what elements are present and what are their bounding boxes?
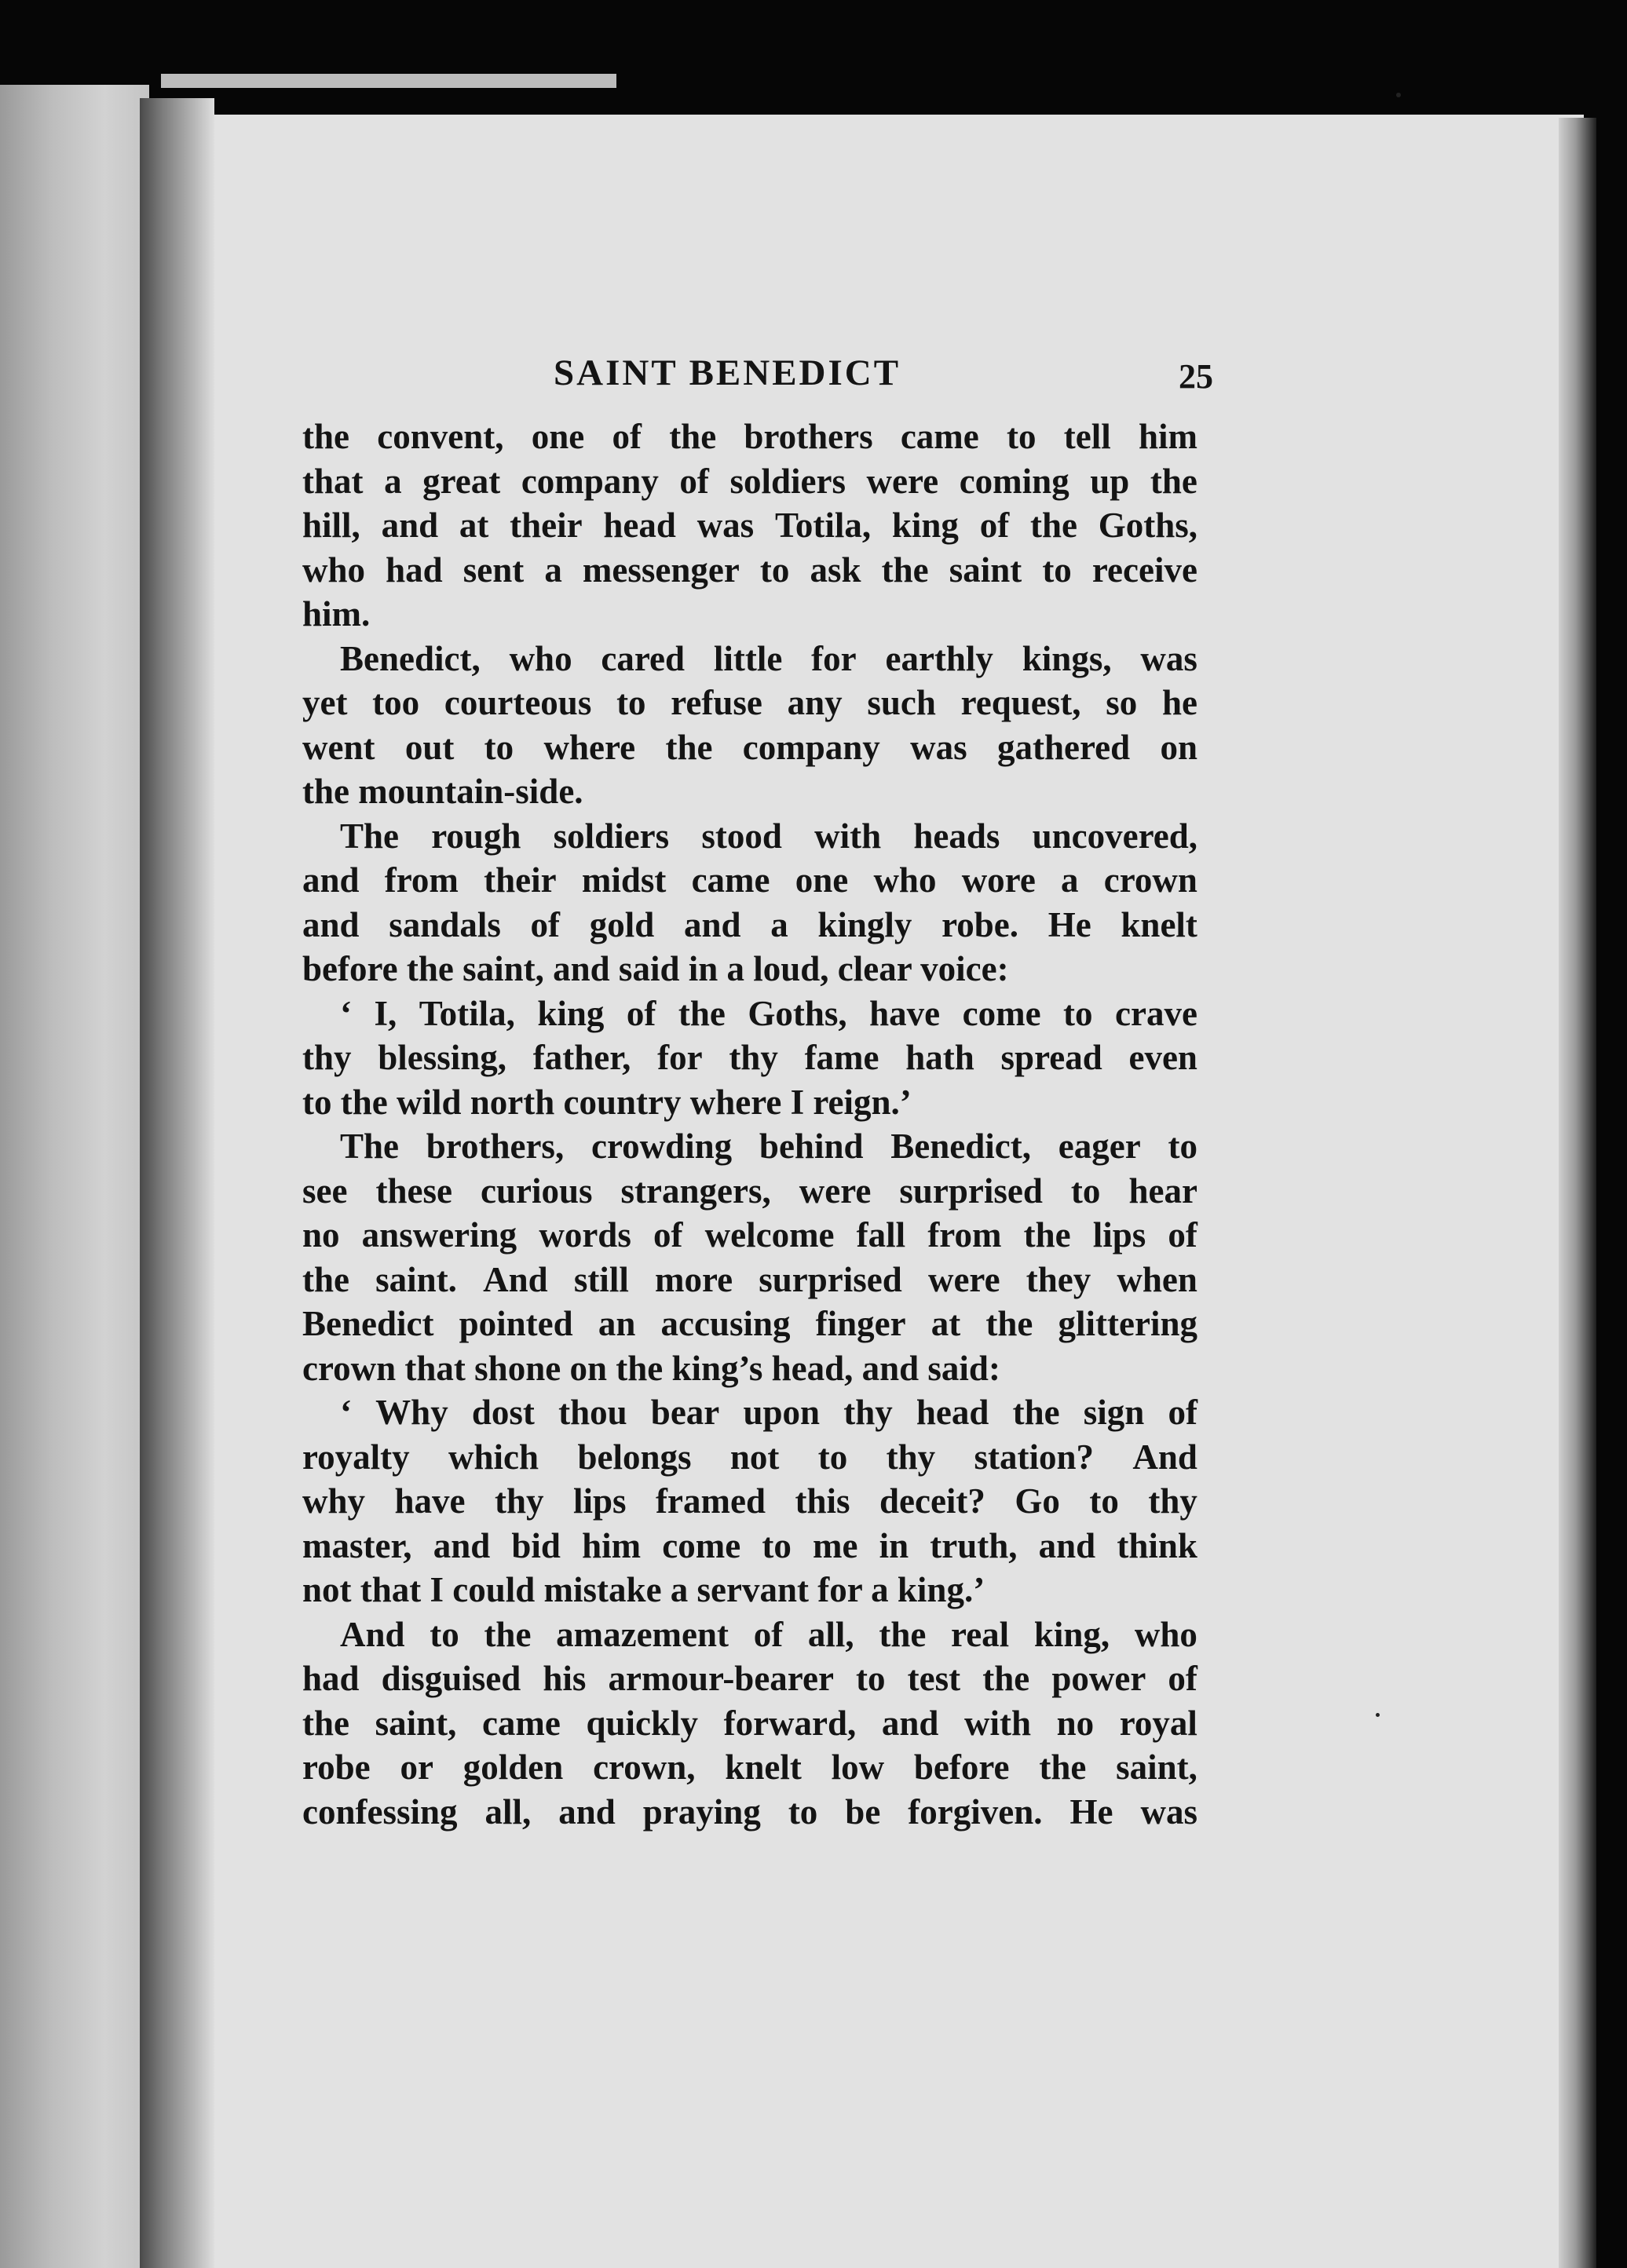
text-line: Benedict, who cared little for earthly kings, was bbox=[340, 638, 1197, 678]
text-line: The brothers, crowding behind Benedict, eager to bbox=[340, 1127, 1197, 1166]
text-line: thy blessing, father, for thy fame hath spread even bbox=[302, 1038, 1197, 1077]
running-head bbox=[302, 352, 1213, 407]
running-title: SAINT BENEDICT bbox=[554, 352, 901, 393]
text-line: hill, and at their head was Totila, king of the Goths, bbox=[302, 506, 1197, 545]
text-line: robe or golden crown, knelt low before the saint, bbox=[302, 1748, 1197, 1787]
text-line: why have thy lips framed this deceit? Go to thy bbox=[302, 1481, 1197, 1521]
text-line: see these curious strangers, were surprised to hear bbox=[302, 1171, 1197, 1211]
text-line: master, and bid him come to me in truth, and think bbox=[302, 1525, 1197, 1565]
text-line: to the wild north country where I reign.’ bbox=[302, 1082, 912, 1122]
text-line: had disguised his armour-bearer to test the power of bbox=[302, 1659, 1197, 1698]
paragraph bbox=[302, 992, 1197, 1125]
facing-page-edge bbox=[0, 85, 149, 2268]
paragraph bbox=[302, 1612, 1197, 1835]
page-fore-edge bbox=[1559, 118, 1596, 2268]
text-line: the convent, one of the brothers came to tell him bbox=[302, 417, 1197, 456]
text-line: crown that shone on the king’s head, and said: bbox=[302, 1348, 1000, 1388]
paragraph bbox=[302, 415, 1197, 637]
text-line: royalty which belongs not to thy station? And bbox=[302, 1437, 1197, 1477]
text-line: the mountain-side. bbox=[302, 772, 583, 811]
text-line: confessing all, and praying to be forgiven. He was bbox=[302, 1791, 1197, 1832]
facing-page-top-strip bbox=[161, 74, 616, 88]
text-line: the saint, came quickly forward, and with no royal bbox=[302, 1703, 1197, 1743]
dust-speck bbox=[1396, 93, 1401, 97]
text-line: him. bbox=[302, 594, 371, 634]
gutter-shadow bbox=[140, 98, 214, 2268]
text-line: ‘ Why dost thou bear upon thy head the sign of bbox=[340, 1393, 1197, 1432]
text-line: Benedict pointed an accusing finger at the glittering bbox=[302, 1304, 1197, 1343]
text-line: And to the amazement of all, the real king, who bbox=[340, 1614, 1197, 1654]
page-number: 25 bbox=[1179, 357, 1213, 396]
paragraph bbox=[302, 637, 1197, 814]
text-line: and sandals of gold and a kingly robe. He knelt bbox=[302, 904, 1197, 944]
text-line: before the saint, and said in a loud, clear voice: bbox=[302, 949, 1009, 988]
body-text bbox=[302, 415, 1197, 1834]
text-line: no answering words of welcome fall from the lips of bbox=[302, 1215, 1197, 1255]
paragraph bbox=[302, 1124, 1197, 1390]
text-line: went out to where the company was gathered on bbox=[302, 727, 1197, 767]
paragraph bbox=[302, 814, 1197, 992]
text-line: The rough soldiers stood with heads uncovered, bbox=[340, 816, 1197, 856]
text-line: not that I could mistake a servant for a king.’ bbox=[302, 1570, 985, 1609]
text-line: yet too courteous to refuse any such request, so he bbox=[302, 683, 1197, 722]
dust-speck bbox=[1376, 1713, 1380, 1717]
text-line: who had sent a messenger to ask the saint to receive bbox=[302, 550, 1197, 590]
text-line: and from their midst came one who wore a crown bbox=[302, 860, 1197, 900]
paragraph bbox=[302, 1390, 1197, 1612]
text-line: ‘ I, Totila, king of the Goths, have come to crave bbox=[340, 993, 1197, 1033]
text-line: that a great company of soldiers were coming up the bbox=[302, 461, 1197, 501]
text-line: the saint. And still more surprised were they when bbox=[302, 1259, 1197, 1299]
